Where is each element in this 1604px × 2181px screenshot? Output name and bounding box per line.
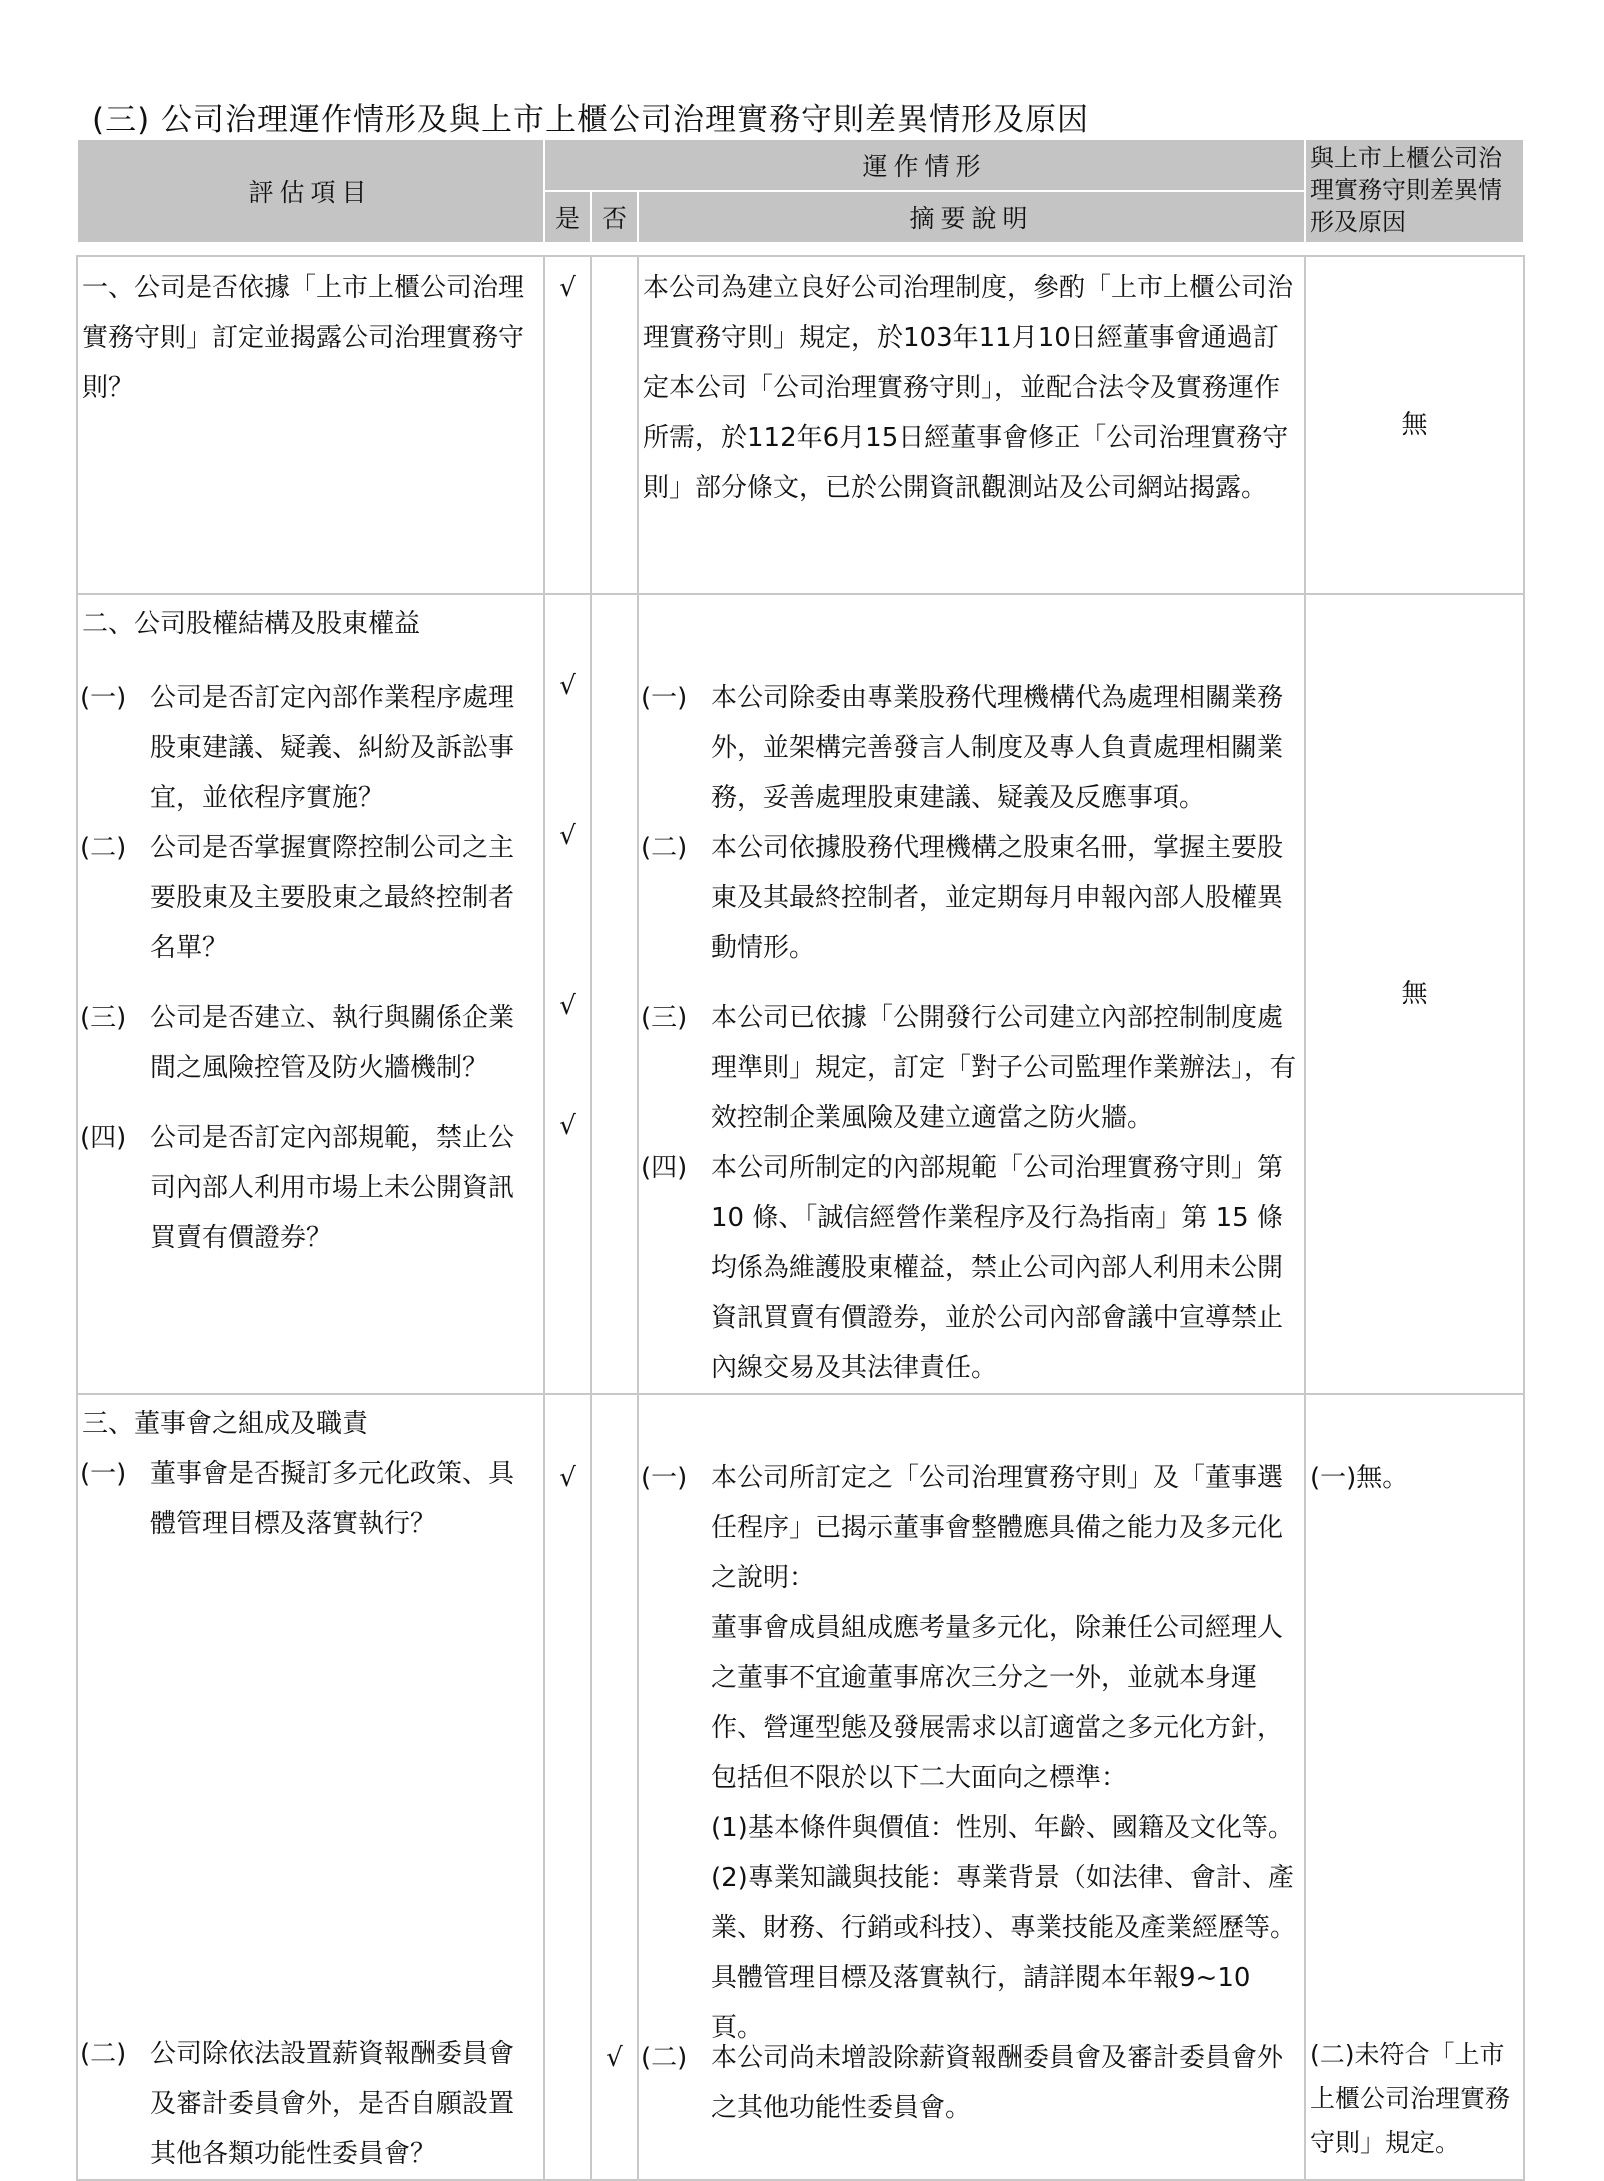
s3-q2-text: 公司除依法設置薪資報酬委員會及審計委員會外，是否自願設置其他各類功能性委員會？ (150, 2039, 515, 2169)
s2-title: 二、公司股權結構及股東權益 (82, 609, 421, 639)
s3-a1-text: 本公司所訂定之「公司治理實務守則」及「董事選任程序」已揭示董事會整體應具備之能力及多元化之說明： (711, 1463, 1284, 1593)
s2-q3-yes-check: √ (559, 991, 576, 1021)
s2-yes-cell (544, 594, 591, 1394)
header-yes: 是 (544, 191, 591, 243)
s3-diff2: (二)未符合「上市上櫃公司治理實務守則」規定。 (1310, 2040, 1511, 2157)
s1-no-check (591, 256, 638, 594)
s2-summary-cell (638, 594, 1305, 1394)
s3-summary-cell (638, 1394, 1305, 2180)
s3-diff1: (一)無。 (1310, 1463, 1409, 1493)
s2-q1 (78, 673, 543, 823)
s3-q1-yes-check: √ (559, 1463, 576, 1493)
s3-a1 (639, 1453, 1304, 2043)
s1-yes-check: √ (544, 256, 591, 594)
header-no: 否 (591, 191, 638, 243)
s1-diff: 無 (1305, 256, 1524, 594)
s2-q2-yes-check: √ (559, 821, 576, 851)
s2-q2 (78, 823, 543, 973)
s3-q1-num: (一) (80, 1459, 127, 1489)
s2-q4-yes-check: √ (559, 1111, 576, 1141)
table-row (77, 256, 1524, 594)
s3-a1-text3: (1)基本條件與價值：性別、年齡、國籍及文化等。 (711, 1813, 1294, 1843)
s2-q4-num: (四) (80, 1123, 127, 1153)
s2-a4 (639, 1143, 1304, 1393)
s3-yes-cell (544, 1394, 591, 2180)
s2-q1-text: 公司是否訂定內部作業程序處理股東建議、疑義、糾紛及訴訟事宜，並依程序實施？ (150, 683, 515, 813)
header-table (76, 138, 1525, 244)
s3-diff-cell (1305, 1394, 1524, 2180)
s3-item-cell (77, 1394, 544, 2180)
s2-q1-num: (一) (80, 683, 127, 713)
s2-q1-yes-check: √ (559, 671, 576, 701)
s2-a2 (639, 823, 1304, 973)
s2-q3 (78, 993, 543, 1093)
s3-q1-text: 董事會是否擬訂多元化政策、具體管理目標及落實執行？ (150, 1459, 515, 1539)
s2-a3 (639, 993, 1304, 1143)
section-title: (三) 公司治理運作情形及與上市上櫃公司治理實務守則差異情形及原因 (92, 102, 1090, 138)
s2-a3-num: (三) (641, 1003, 688, 1033)
s2-a2-text: 本公司依據股務代理機構之股東名冊，掌握主要股東及其最終控制者，並定期每月申報內部人股權異動情形。 (711, 833, 1284, 963)
s2-a3-text: 本公司已依據「公開發行公司建立內部控制制度處理準則」規定，訂定「對子公司監理作業辦法」，有效控制企業風險及建立適當之防火牆。 (711, 1003, 1297, 1133)
s2-q3-text: 公司是否建立、執行與關係企業間之風險控管及防火牆機制？ (150, 1003, 515, 1083)
s2-a1 (639, 673, 1304, 823)
s2-no-cell (591, 594, 638, 1394)
s2-item-cell (77, 594, 544, 1394)
s3-a1-num: (一) (641, 1463, 688, 1493)
s3-title: 三、董事會之組成及職責 (82, 1409, 369, 1439)
s2-q2-text: 公司是否掌握實際控制公司之主要股東及主要股東之最終控制者名單？ (150, 833, 515, 963)
s3-q2-no-check: √ (606, 2043, 623, 2073)
header-diff: 與上市上櫃公司治理實務守則差異情形及原因 (1305, 139, 1524, 243)
table-row (77, 1394, 1524, 2180)
header-item: 評估項目 (77, 139, 544, 243)
s3-a1-text2: 董事會成員組成應考量多元化，除兼任公司經理人之董事不宜逾董事席次三分之一外，並就本身運作、營運型態及發展需求以訂適當之多元化方針，包括但不限於以下二大面向之標準： (711, 1613, 1284, 1793)
s3-a2-num: (二) (641, 2043, 688, 2073)
header-operation: 運作情形 (544, 139, 1305, 191)
s2-q4 (78, 1113, 543, 1263)
s2-q3-num: (三) (80, 1003, 127, 1033)
s2-q2-num: (二) (80, 833, 127, 863)
s3-a1-text4: (2)專業知識與技能：專業背景（如法律、會計、產業、財務、行銷或科技）、專業技能及產業經歷等。具體管理目標及落實執行，請詳閱本年報9~10 頁。 (711, 1863, 1297, 2043)
s3-q1 (78, 1449, 543, 2029)
s3-a2-text: 本公司尚未增設除薪資報酬委員會及審計委員會外之其他功能性委員會。 (711, 2043, 1284, 2123)
s3-q2 (78, 2029, 543, 2179)
s2-a1-text: 本公司除委由專業股務代理機構代為處理相關業務外，並架構完善發言人制度及專人負責處理相關業務，妥善處理股東建議、疑義及反應事項。 (711, 683, 1284, 813)
s1-summary: 本公司為建立良好公司治理制度，參酌「上市上櫃公司治理實務守則」規定，於103年11月10日經董事會通過訂定本公司「公司治理實務守則」，並配合法令及實務運作所需，於112年6月15日經董事會修正「公司治理實務守則」部分條文，已於公開資訊觀測站及公司網站揭露。 (638, 256, 1305, 594)
s1-item: 一、公司是否依據「上市上櫃公司治理實務守則」訂定並揭露公司治理實務守則？ (77, 256, 544, 594)
s3-no-cell (591, 1394, 638, 2180)
s2-a4-text: 本公司所制定的內部規範「公司治理實務守則」第 10 條、「誠信經營作業程序及行為指南」第 15 條均係為維護股東權益，禁止公司內部人利用未公開資訊買賣有價證券，並於公司內部會議中宣導禁止內線交易及其法律責任。 (711, 1153, 1284, 1383)
s3-q2-num: (二) (80, 2039, 127, 2069)
s3-a2 (639, 2033, 1304, 2133)
table-row (77, 594, 1524, 1394)
s2-a1-num: (一) (641, 683, 688, 713)
s2-q4-text: 公司是否訂定內部規範，禁止公司內部人利用市場上未公開資訊買賣有價證券？ (150, 1123, 515, 1253)
header-summary: 摘要說明 (638, 191, 1305, 243)
s2-a2-num: (二) (641, 833, 688, 863)
s2-diff: 無 (1305, 594, 1524, 1394)
evaluation-table (76, 255, 1525, 2181)
s2-a4-num: (四) (641, 1153, 688, 1183)
